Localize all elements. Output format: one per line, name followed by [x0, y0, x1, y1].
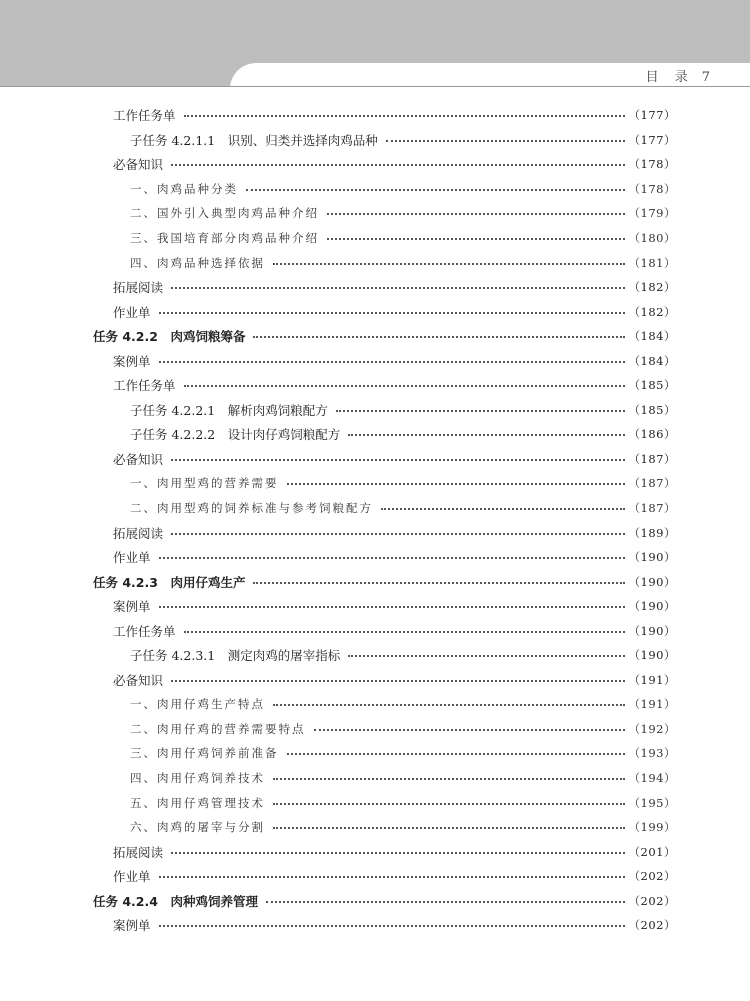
toc-entry[interactable]	[0, 545, 750, 570]
toc-entry-page: （202）	[628, 893, 676, 908]
toc-entry-page: （182）	[628, 304, 676, 319]
toc-entry-title: 子任务 4.2.3.1 测定肉鸡的屠宰指标	[130, 648, 341, 664]
toc-entry-page: （185）	[628, 378, 676, 393]
dot-leader	[171, 459, 625, 461]
toc-entry-title: 必备知识	[113, 672, 164, 688]
toc-entry-title: 二、肉用仔鸡的营养需要特点	[130, 721, 306, 736]
dot-leader	[184, 385, 625, 387]
toc-entry[interactable]	[0, 668, 750, 693]
toc-entry-page: （192）	[628, 721, 676, 736]
toc-entry[interactable]	[0, 152, 750, 177]
toc-entry[interactable]	[0, 717, 750, 742]
toc-entry-title: 一、肉用仔鸡生产特点	[130, 697, 265, 712]
toc-entry-title: 子任务 4.2.1.1 识别、归类并选择肉鸡品种	[130, 132, 378, 148]
running-header	[646, 66, 710, 85]
toc-entry[interactable]	[0, 348, 750, 373]
dot-leader	[184, 115, 625, 117]
toc-entry[interactable]	[0, 864, 750, 889]
dot-leader	[273, 704, 625, 706]
toc-entry-page: （201）	[628, 844, 676, 859]
page-number: 7	[701, 70, 710, 85]
toc-entry-title: 三、我国培育部分肉鸡品种介绍	[130, 231, 319, 245]
toc-entry-page: （187）	[628, 476, 676, 491]
dot-leader	[314, 729, 625, 731]
toc-entry-title: 拓展阅读	[113, 525, 164, 541]
dot-leader	[171, 533, 625, 535]
dot-leader	[327, 238, 625, 240]
toc-entry[interactable]	[0, 496, 750, 521]
toc-entry-title: 案例单	[113, 918, 151, 934]
toc-entry-title: 四、肉用仔鸡饲养技术	[130, 771, 265, 786]
dot-leader	[273, 263, 625, 265]
dot-leader	[266, 901, 625, 903]
toc-entry-title: 作业单	[113, 869, 151, 885]
toc-entry-title: 工作任务单	[113, 378, 176, 394]
toc-entry-page: （186）	[628, 427, 676, 442]
toc-entry[interactable]	[0, 447, 750, 472]
dot-leader	[336, 410, 625, 412]
toc-entry-title: 子任务 4.2.2.1 解析肉鸡饲粮配方	[130, 402, 328, 418]
toc-entry[interactable]	[0, 643, 750, 668]
toc-entry[interactable]	[0, 422, 750, 447]
dot-leader	[159, 312, 625, 314]
toc-entry-page: （177）	[628, 132, 676, 147]
toc-entry-page: （190）	[628, 599, 676, 614]
toc-entry[interactable]	[0, 373, 750, 398]
toc-entry-page: （182）	[628, 280, 676, 295]
toc-entry[interactable]	[0, 569, 750, 594]
toc-entry[interactable]	[0, 226, 750, 251]
dot-leader	[287, 753, 625, 755]
toc-entry-title: 工作任务单	[113, 623, 176, 639]
toc-entry-page: （189）	[628, 525, 676, 540]
toc-entry-page: （190）	[628, 648, 676, 663]
toc-entry-page: （190）	[628, 550, 676, 565]
toc-entry-page: （177）	[628, 108, 676, 123]
dot-leader	[159, 876, 625, 878]
toc-entry-page: （184）	[628, 353, 676, 368]
toc-entry-page: （185）	[628, 402, 676, 417]
toc-entry[interactable]	[0, 913, 750, 938]
toc-entry-page: （195）	[628, 795, 676, 810]
toc-entry[interactable]	[0, 177, 750, 202]
dot-leader	[253, 582, 624, 584]
toc-entry-page: （193）	[628, 746, 676, 761]
header-divider	[0, 86, 750, 87]
dot-leader	[348, 434, 624, 436]
toc-entry-title: 必备知识	[113, 451, 164, 467]
toc-entry-page: （187）	[628, 451, 676, 466]
toc-entry-title: 四、肉鸡品种选择依据	[130, 255, 265, 270]
dot-leader	[159, 361, 625, 363]
toc-entry-title: 拓展阅读	[113, 844, 164, 860]
toc-entry[interactable]	[0, 250, 750, 275]
toc-entry[interactable]	[0, 128, 750, 153]
toc-entry-page: （202）	[628, 869, 676, 884]
toc-entry[interactable]	[0, 618, 750, 643]
toc-entry-title: 子任务 4.2.2.2 设计肉仔鸡饲粮配方	[130, 427, 341, 443]
toc-entry[interactable]	[0, 766, 750, 791]
dot-leader	[327, 213, 625, 215]
toc-entry-page: （202）	[628, 918, 676, 933]
dot-leader	[171, 164, 625, 166]
toc-entry[interactable]	[0, 692, 750, 717]
section-title: 目 录	[645, 70, 694, 85]
toc-entry[interactable]	[0, 201, 750, 226]
dot-leader	[171, 287, 625, 289]
toc-entry[interactable]	[0, 839, 750, 864]
dot-leader	[171, 852, 625, 854]
toc-entry-title: 案例单	[113, 353, 151, 369]
toc-entry-page: （194）	[628, 771, 676, 786]
dot-leader	[159, 925, 625, 927]
toc-entry[interactable]	[0, 103, 750, 128]
toc-entry[interactable]	[0, 471, 750, 496]
dot-leader	[246, 189, 625, 191]
toc-entry-title: 作业单	[113, 304, 151, 320]
toc-entry-title: 工作任务单	[113, 108, 176, 124]
toc-entry[interactable]	[0, 790, 750, 815]
toc-entry-title: 一、肉鸡品种分类	[130, 181, 238, 196]
toc-entry-page: （179）	[628, 206, 676, 221]
toc-entry-title: 案例单	[113, 599, 151, 615]
dot-leader	[273, 827, 625, 829]
toc-entry-title: 任务 4.2.4 肉种鸡饲养管理	[93, 893, 258, 909]
dot-leader	[273, 778, 625, 780]
toc-entry-title: 任务 4.2.2 肉鸡饲粮筹备	[93, 329, 246, 345]
toc-entry-page: （191）	[628, 697, 676, 712]
toc-entry[interactable]	[0, 275, 750, 300]
toc-entry[interactable]	[0, 889, 750, 914]
dot-leader	[287, 483, 625, 485]
toc-entry-page: （190）	[628, 623, 676, 638]
toc-entry-title: 必备知识	[113, 157, 164, 173]
table-of-contents	[0, 103, 750, 938]
toc-entry-title: 五、肉用仔鸡管理技术	[130, 795, 265, 810]
toc-entry-page: （184）	[628, 329, 676, 344]
toc-entry[interactable]	[0, 815, 750, 840]
toc-entry[interactable]	[0, 520, 750, 545]
dot-leader	[273, 803, 625, 805]
toc-entry-title: 拓展阅读	[113, 280, 164, 296]
toc-entry-title: 一、肉用型鸡的营养需要	[130, 476, 279, 491]
dot-leader	[171, 680, 625, 682]
toc-entry-page: （178）	[628, 181, 676, 196]
dot-leader	[348, 655, 624, 657]
toc-entry-page: （181）	[628, 255, 676, 270]
toc-entry-title: 二、肉用型鸡的饲养标准与参考饲粮配方	[130, 501, 373, 516]
toc-entry-page: （180）	[628, 231, 676, 245]
toc-entry-title: 任务 4.2.3 肉用仔鸡生产	[93, 574, 246, 590]
toc-entry[interactable]	[0, 324, 750, 349]
dot-leader	[159, 557, 625, 559]
toc-entry-page: （187）	[628, 501, 676, 516]
toc-entry-page: （191）	[628, 672, 676, 687]
dot-leader	[184, 631, 625, 633]
toc-entry-title: 二、国外引入典型肉鸡品种介绍	[130, 206, 319, 221]
toc-entry[interactable]	[0, 299, 750, 324]
toc-entry-page: （178）	[628, 157, 676, 172]
dot-leader	[253, 336, 624, 338]
dot-leader	[386, 140, 625, 142]
toc-entry-title: 作业单	[113, 550, 151, 566]
dot-leader	[381, 508, 625, 510]
toc-entry-page: （199）	[628, 820, 676, 835]
toc-entry-page: （190）	[628, 574, 676, 589]
toc-entry-title: 六、肉鸡的屠宰与分割	[130, 820, 265, 835]
toc-entry[interactable]	[0, 398, 750, 423]
dot-leader	[159, 606, 625, 608]
toc-entry[interactable]	[0, 741, 750, 766]
toc-entry[interactable]	[0, 594, 750, 619]
toc-entry-title: 三、肉用仔鸡饲养前准备	[130, 746, 279, 761]
